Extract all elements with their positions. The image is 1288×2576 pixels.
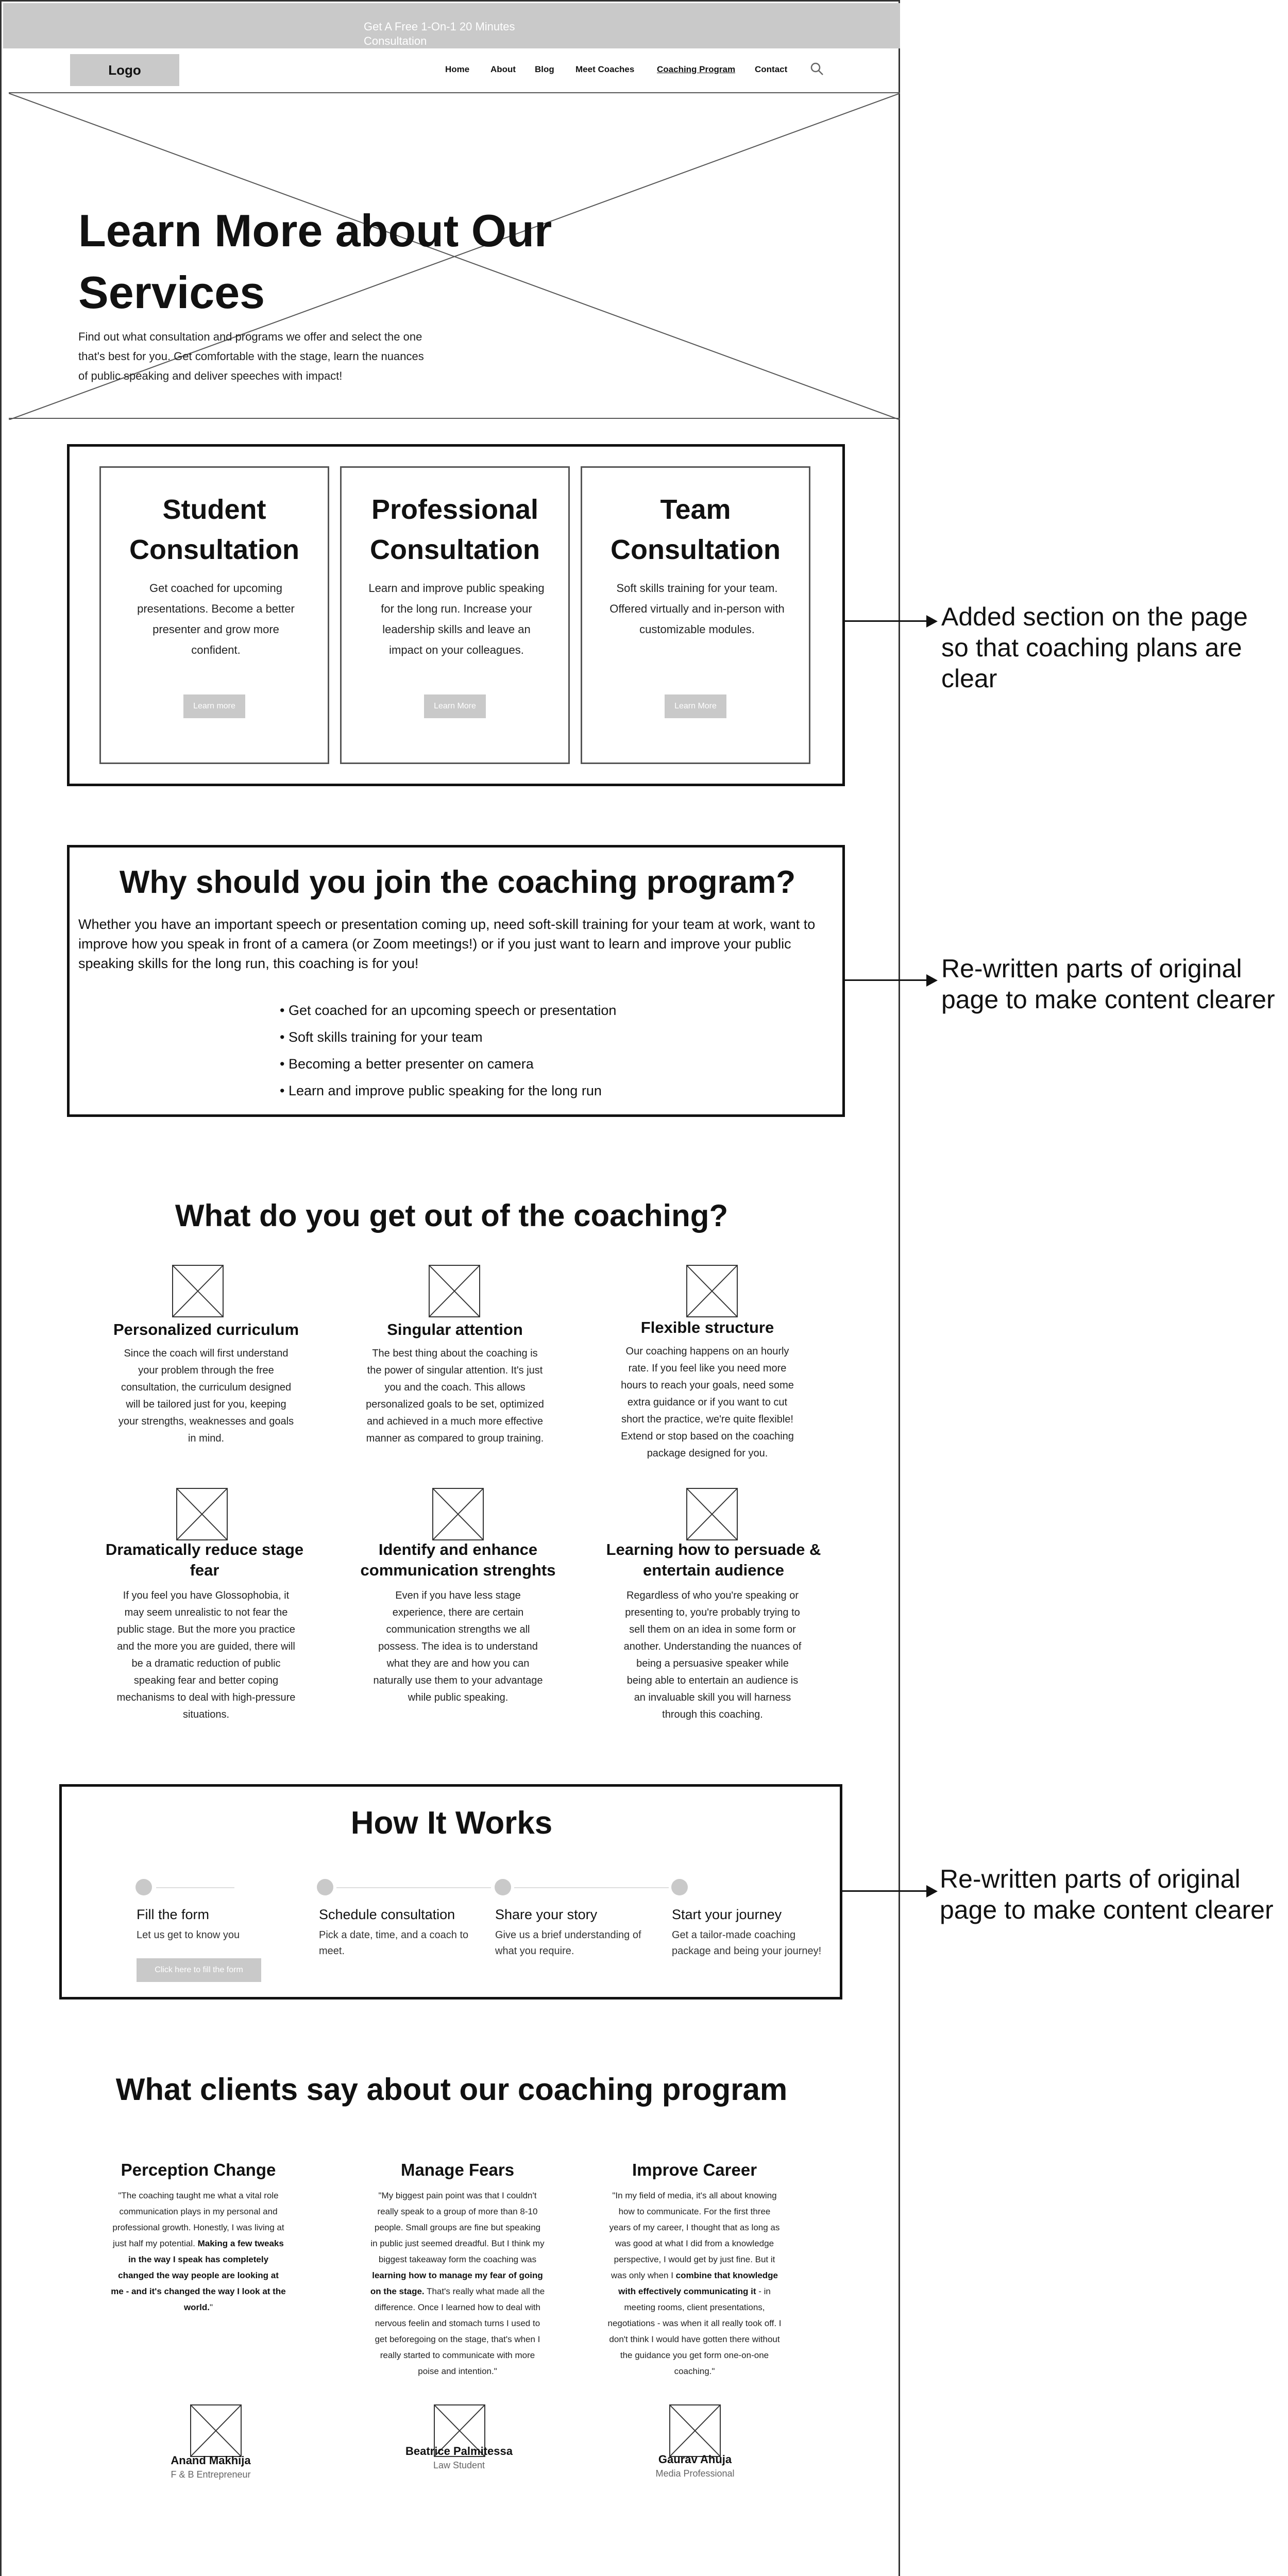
nav-about[interactable]: About (490, 64, 516, 74)
step-title: Start your journey (672, 1907, 782, 1922)
testimonial-title: Perception Change (121, 2160, 276, 2179)
step-connector (514, 1887, 669, 1888)
step-dot (671, 1879, 688, 1895)
learn-more-button[interactable]: Learn More (665, 694, 726, 718)
benefit-title: Learning how to persuade & entertain audience (606, 1540, 821, 1579)
step-connector (156, 1887, 234, 1888)
image-placeholder-icon (429, 1265, 480, 1317)
step-desc: Give us a brief understanding of what you require. (495, 1929, 641, 1957)
why-join-text: Whether you have an important speech or presentation coming up, need soft-skill training for your team at work, want to improve how you speak in front of a camera (or Zoom meetings!) or if you just want to learn and improve your public speaking skills for the long run, this coaching is for you! (78, 917, 816, 971)
card-desc: Get coached for upcoming presentations. Become a better presenter and grow more confident. (137, 582, 295, 656)
card-desc: Soft skills training for your team. Offered virtually and in-person with customizable modules. (609, 582, 785, 636)
image-placeholder-icon (686, 1488, 738, 1540)
quote-text: That's really what made all the difference. Once I learned how to deal with nervous feelin and stomach turns I used to get beforegoing on the stage, that's when I really started to communicate with more poise and intention." (375, 2286, 545, 2376)
step-desc: Pick a date, time, and a coach to meet. (319, 1929, 469, 1957)
arrow-head-icon (926, 974, 938, 987)
testimonial-name: Gaurav Ahuja (658, 2453, 732, 2466)
card-title-line1: Team (660, 494, 731, 525)
banner-text[interactable]: Get A Free 1-On-1 20 Minutes Consultation (364, 20, 515, 47)
hero-subtitle: Find out what consultation and programs we offer and select the one that's best for you. Get comfortable with the stage, learn the nuances of public speaking and deliver speeches with impact! (78, 330, 424, 382)
image-placeholder-icon (176, 1488, 228, 1540)
benefit-desc: Even if you have less stage experience, there are certain communication strengths we all possess. The idea is to understand what they are and how you can naturally use them to your advantage while public speaking. (373, 1590, 543, 1703)
list-item: • Soft skills training for your team (280, 1024, 616, 1050)
benefit-desc: The best thing about the coaching is the power of singular attention. It's just you and the coach. This allows personalized goals to be set, optimized and achieved in a much more effective manner as compared to group training. (366, 1348, 544, 1444)
testimonial-role: F & B Entrepreneur (171, 2469, 251, 2480)
image-placeholder-icon (432, 1488, 484, 1540)
nav-blog[interactable]: Blog (535, 64, 554, 74)
benefit-desc: Our coaching happens on an hourly rate. If you feel like you need more hours to reach your goals, need some extra guidance or if you want to cut short the practice, we're quite flexible! Extend or stop based on the coaching package designed for you. (621, 1346, 794, 1459)
benefits-title: What do you get out of the coaching? (175, 1198, 728, 1233)
quote-highlight: Making a few tweaks in the way I speak has completely changed the way people are looking at me - and it's changed the way I look at the world. (111, 2239, 286, 2312)
list-item: • Learn and improve public speaking for the long run (280, 1077, 616, 1104)
why-join-list (280, 997, 616, 1104)
page-title (78, 200, 594, 324)
arrow-head-icon (926, 615, 938, 628)
annotation-arrow (843, 979, 927, 981)
quote-text: "The coaching taught me what a vital role communication plays in my personal and professional growth. Honestly, I was living at just half my potential. (112, 2191, 284, 2248)
testimonial-title: Manage Fears (400, 2160, 515, 2179)
annotation-arrow (843, 620, 927, 622)
search-icon[interactable] (809, 61, 825, 77)
card-title (342, 489, 568, 570)
image-placeholder-icon (172, 1265, 224, 1317)
testimonials-title: What clients say about our coaching program (115, 2072, 788, 2107)
card-title (101, 489, 328, 570)
step-title: Fill the form (137, 1907, 210, 1922)
step-dot (135, 1879, 152, 1895)
list-item: • Get coached for an upcoming speech or presentation (280, 997, 616, 1024)
step-title: Schedule consultation (319, 1907, 455, 1922)
benefit-title: Flexible structure (640, 1318, 774, 1336)
annotation-text: Re-written parts of original page to make content clearer (941, 954, 1275, 1014)
card-title-line2: Consultation (611, 534, 781, 565)
card-team (581, 466, 810, 764)
nav-contact[interactable]: Contact (755, 64, 788, 74)
benefit-title: Personalized curriculum (113, 1320, 299, 1338)
testimonial-role: Media Professional (655, 2468, 735, 2479)
step-title: Share your story (495, 1907, 598, 1922)
quote-text: "In my field of media, it's all about knowing how to communicate. For the first three years of my career, I thought that as long as was good at what I did from a knowledge perspective, I would get by just fine. But it was only when I (609, 2191, 780, 2280)
quote-text: "My biggest pain point was that I couldn't really speak to a group of more than 8-10 people. Small groups are fine but speaking in public just seemed dreadful. But I think my biggest takeaway form the coaching was (370, 2191, 545, 2264)
benefit-title: Dramatically reduce stage fear (105, 1540, 304, 1579)
logo[interactable]: Logo (70, 54, 179, 86)
testimonial-quote (111, 2188, 286, 2315)
card-title-line2: Consultation (370, 534, 540, 565)
benefit-desc: Regardless of who you're speaking or presenting to, you're probably trying to sell them on an idea in some form or another. Understanding the nuances of being a persuasive speaker while being able to entertain an audience is an invaluable skill you will harness through this coaching. (623, 1590, 802, 1720)
testimonial-name: Beatrice Palmitessa (405, 2445, 513, 2458)
avatar (669, 2404, 721, 2457)
step-dot (495, 1879, 511, 1895)
top-banner[interactable] (3, 3, 900, 48)
arrow-head-icon (926, 1885, 938, 1897)
testimonial-name: Anand Makhija (171, 2454, 251, 2467)
annotation-arrow (841, 1890, 927, 1892)
list-item: • Becoming a better presenter on camera (280, 1050, 616, 1077)
page-title-line2: Services (78, 267, 265, 318)
card-title-line1: Professional (371, 494, 539, 525)
benefit-desc: Since the coach will first understand your problem through the free consultation, the curriculum designed will be tailored just for you, keeping your strengths, weaknesses and goals in mind. (118, 1348, 294, 1444)
image-placeholder-icon (686, 1265, 738, 1317)
step-desc: Let us get to know you (137, 1929, 240, 1941)
quote-highlight: learning how to manage my fear of going on the stage. (370, 2270, 543, 2296)
testimonial-role: Law Student (433, 2460, 485, 2470)
benefit-title: Identify and enhance communication strenghts (360, 1540, 556, 1579)
fill-form-button[interactable]: Click here to fill the form (137, 1958, 261, 1982)
nav-home[interactable]: Home (445, 64, 470, 74)
card-title (582, 489, 809, 570)
learn-more-button[interactable]: Learn More (424, 694, 486, 718)
step-desc: Get a tailor-made coaching package and being your journey! (672, 1929, 822, 1957)
card-title-line2: Consultation (129, 534, 299, 565)
benefit-desc: If you feel you have Glossophobia, it may seem unrealistic to not fear the public stage. But the more you practice and the more you are guided, there will be a dramatic reduction of public speaking fear and better coping mechanisms to deal with high-pressure situations. (116, 1590, 296, 1720)
card-professional (340, 466, 570, 764)
annotation-text: Re-written parts of original page to make content clearer (940, 1865, 1274, 1924)
how-it-works-title: How It Works (350, 1805, 553, 1841)
benefit-title: Singular attention (387, 1320, 523, 1338)
quote-text: - in meeting rooms, client presentations, negotiations - was when it all really took off. I don't think I would have gotten there without the guidance you get form one-on-one coaching." (607, 2286, 782, 2376)
nav-coaching-program[interactable]: Coaching Program (657, 64, 736, 74)
nav-meet-coaches[interactable]: Meet Coaches (575, 64, 635, 74)
step-connector (336, 1887, 491, 1888)
card-desc: Learn and improve public speaking for the long run. Increase your leadership skills and leave an impact on your colleagues. (368, 582, 545, 656)
page-title-line1: Learn More about Our (78, 205, 552, 256)
step-dot (317, 1879, 333, 1895)
quote-text: " (210, 2302, 213, 2312)
testimonial-quote (607, 2188, 782, 2379)
learn-more-button[interactable]: Learn more (183, 694, 245, 718)
testimonial-title: Improve Career (632, 2160, 757, 2179)
testimonial-quote (370, 2188, 545, 2379)
annotation-text: Added section on the page so that coaching plans are clear (941, 602, 1248, 693)
why-join-title: Why should you join the coaching program? (119, 865, 796, 900)
card-student (99, 466, 329, 764)
avatar (190, 2404, 242, 2457)
quote-highlight: combine that knowledge with effectively communicating it (618, 2270, 778, 2296)
card-title-line1: Student (162, 494, 266, 525)
